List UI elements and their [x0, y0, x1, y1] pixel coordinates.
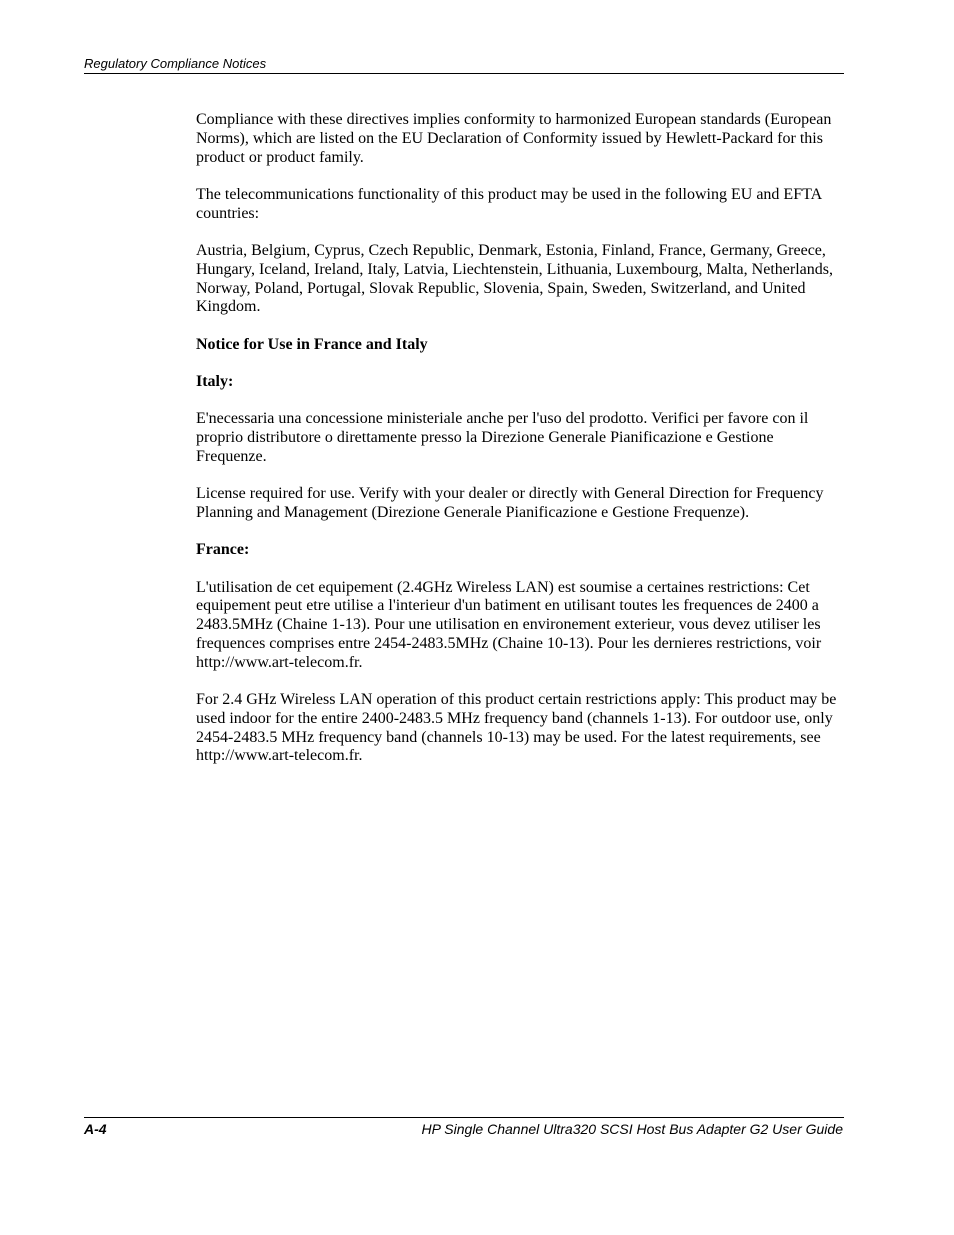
running-header-title: Regulatory Compliance Notices [84, 56, 267, 71]
heading-italy: Italy: [196, 372, 234, 390]
paragraph-france-french: L'utilisation de cet equipement (2.4GHz Wireless LAN) est soumise a certaines restrictions: Cet equipement peut etre utilise a l'interieur d'un batiment en utilisant toutes les frequences de 2400 a 2483.5MHz (Chaine 1-13). Pour une utilisation en environement exterieur, vous devez utiliser les frequences comprises entre 2454-2483.5MHz (Chaine 10-13). Pour les dernieres restrictions, voir http://www.art-telecom.fr. [196, 578, 822, 671]
footer-guide-title: HP Single Channel Ultra320 SCSI Host Bus Adapter G2 User Guide [421, 1121, 843, 1137]
header-rule [84, 73, 844, 74]
paragraph-italy-english: License required for use. Verify with your dealer or directly with General Direction for Frequency Planning and Management (Direzione Generale Pianificazione e Gestione Frequenze). [196, 485, 824, 521]
heading-france: France: [196, 541, 250, 559]
paragraph-france-english: For 2.4 GHz Wireless LAN operation of this product certain restrictions apply: This product may be used indoor for the entire 2400-2483.5 MHz frequency band (channels 1-13). For outdoor use, only 2454-2483.5 MHz frequency band (channels 10-13) may be used. For the latest requirements, see http://www.art-telecom.fr. [196, 691, 837, 765]
document-body [196, 111, 846, 785]
footer-rule [84, 1117, 844, 1118]
paragraph-conformity: Compliance with these directives implies conformity to harmonized European standards (European Norms), which are listed on the EU Declaration of Conformity issued by Hewlett-Packard for this product or product family. [196, 111, 832, 166]
heading-notice-france-italy: Notice for Use in France and Italy [196, 335, 428, 353]
paragraph-country-list: Austria, Belgium, Cyprus, Czech Republic, Denmark, Estonia, Finland, France, Germany, Greece, Hungary, Iceland, Ireland, Italy, Latvia, Liechtenstein, Lithuania, Luxembourg, Malta, Netherlands, Norway, Poland, Portugal, Slovak Republic, Slovenia, Spain, Sweden, Switzerland, and United Kingdom. [196, 241, 833, 316]
page-number: A-4 [84, 1121, 107, 1137]
paragraph-telecom-countries-intro: The telecommunications functionality of this product may be used in the following EU and EFTA countries: [196, 185, 822, 222]
paragraph-italy-italian: E'necessaria una concessione ministeriale anche per l'uso del prodotto. Verifici per favore con il proprio distributore o direttamente presso la Direzione Generale Pianificazione e Gestione Frequenze. [196, 410, 809, 465]
